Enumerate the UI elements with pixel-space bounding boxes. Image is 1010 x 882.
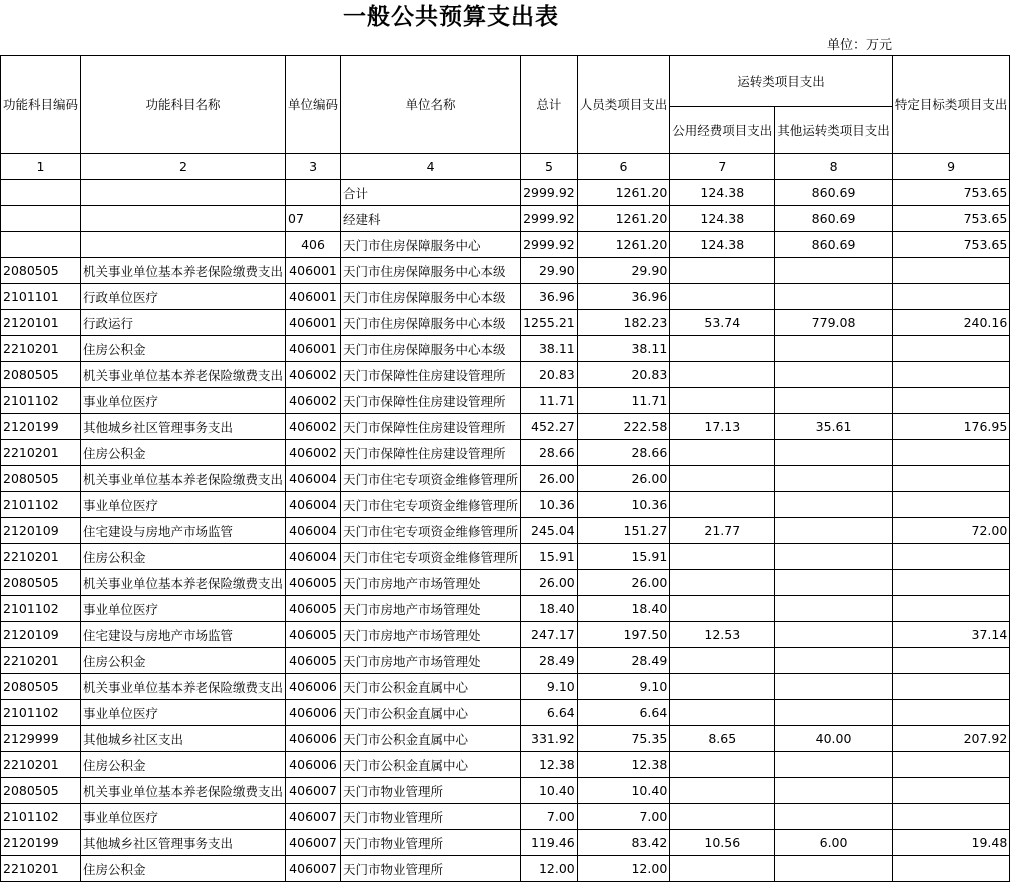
func-name-cell: 行政单位医疗 bbox=[81, 284, 286, 310]
total-cell: 10.40 bbox=[521, 778, 578, 804]
func-code-cell bbox=[1, 232, 81, 258]
unit-name-cell: 天门市住宅专项资金维修管理所 bbox=[341, 466, 521, 492]
unit-code-cell: 406006 bbox=[286, 674, 341, 700]
other-operating-cell: 40.00 bbox=[775, 726, 893, 752]
total-cell: 2999.92 bbox=[521, 232, 578, 258]
other-operating-cell bbox=[775, 622, 893, 648]
unit-code-cell: 406001 bbox=[286, 336, 341, 362]
specific-cell bbox=[892, 804, 1010, 830]
func-code-cell: 2080505 bbox=[1, 466, 81, 492]
specific-cell bbox=[892, 440, 1010, 466]
blank-row bbox=[0, 35, 902, 55]
func-name-cell: 行政运行 bbox=[81, 310, 286, 336]
unit-name-cell: 天门市房地产市场管理处 bbox=[341, 648, 521, 674]
unit-name-cell: 合计 bbox=[341, 180, 521, 206]
public-expense-cell: 17.13 bbox=[670, 414, 775, 440]
table-row bbox=[1, 804, 1010, 830]
func-name-cell: 其他城乡社区管理事务支出 bbox=[81, 414, 286, 440]
public-expense-cell bbox=[670, 700, 775, 726]
unit-name-cell: 天门市住宅专项资金维修管理所 bbox=[341, 518, 521, 544]
public-expense-cell: 8.65 bbox=[670, 726, 775, 752]
unit-code-cell: 406007 bbox=[286, 778, 341, 804]
public-expense-cell bbox=[670, 674, 775, 700]
col-number: 1 bbox=[1, 154, 81, 180]
total-cell: 20.83 bbox=[521, 362, 578, 388]
table-row bbox=[1, 414, 1010, 440]
unit-code-cell: 406001 bbox=[286, 310, 341, 336]
unit-code-cell: 406004 bbox=[286, 518, 341, 544]
public-expense-cell bbox=[670, 856, 775, 882]
total-cell: 7.00 bbox=[521, 804, 578, 830]
total-cell: 12.00 bbox=[521, 856, 578, 882]
table-row bbox=[1, 778, 1010, 804]
table-row bbox=[1, 362, 1010, 388]
public-expense-cell: 21.77 bbox=[670, 518, 775, 544]
total-cell: 29.90 bbox=[521, 258, 578, 284]
table-row bbox=[1, 388, 1010, 414]
unit-name-cell: 天门市物业管理所 bbox=[341, 856, 521, 882]
unit-name-cell: 天门市住宅专项资金维修管理所 bbox=[341, 544, 521, 570]
specific-cell bbox=[892, 856, 1010, 882]
func-name-cell bbox=[81, 232, 286, 258]
func-name-cell: 机关事业单位基本养老保险缴费支出 bbox=[81, 362, 286, 388]
other-operating-cell: 860.69 bbox=[775, 232, 893, 258]
unit-code-cell: 406001 bbox=[286, 284, 341, 310]
other-operating-cell: 860.69 bbox=[775, 180, 893, 206]
personnel-cell: 18.40 bbox=[577, 596, 670, 622]
public-expense-cell bbox=[670, 752, 775, 778]
other-operating-cell bbox=[775, 856, 893, 882]
specific-cell bbox=[892, 284, 1010, 310]
specific-cell bbox=[892, 674, 1010, 700]
table-row bbox=[1, 466, 1010, 492]
specific-cell bbox=[892, 466, 1010, 492]
unit-name-cell: 天门市保障性住房建设管理所 bbox=[341, 362, 521, 388]
func-name-cell: 其他城乡社区管理事务支出 bbox=[81, 830, 286, 856]
header-func-code: 功能科目编码 bbox=[1, 56, 81, 154]
table-row bbox=[1, 284, 1010, 310]
unit-code-cell: 406007 bbox=[286, 830, 341, 856]
header-func-name: 功能科目名称 bbox=[81, 56, 286, 154]
func-name-cell: 住房公积金 bbox=[81, 440, 286, 466]
unit-name-cell: 天门市住宅专项资金维修管理所 bbox=[341, 492, 521, 518]
unit-code-cell: 406002 bbox=[286, 440, 341, 466]
func-name-cell: 机关事业单位基本养老保险缴费支出 bbox=[81, 778, 286, 804]
other-operating-cell bbox=[775, 752, 893, 778]
other-operating-cell bbox=[775, 700, 893, 726]
func-code-cell: 2120199 bbox=[1, 414, 81, 440]
table-row bbox=[1, 544, 1010, 570]
specific-cell: 240.16 bbox=[892, 310, 1010, 336]
unit-code-cell: 406006 bbox=[286, 726, 341, 752]
table-row bbox=[1, 674, 1010, 700]
public-expense-cell: 10.56 bbox=[670, 830, 775, 856]
specific-cell bbox=[892, 570, 1010, 596]
func-name-cell: 其他城乡社区支出 bbox=[81, 726, 286, 752]
table-row bbox=[1, 336, 1010, 362]
other-operating-cell bbox=[775, 518, 893, 544]
func-code-cell: 2101102 bbox=[1, 596, 81, 622]
func-name-cell: 事业单位医疗 bbox=[81, 700, 286, 726]
specific-cell: 176.95 bbox=[892, 414, 1010, 440]
personnel-cell: 222.58 bbox=[577, 414, 670, 440]
personnel-cell: 28.66 bbox=[577, 440, 670, 466]
unit-name-cell: 天门市公积金直属中心 bbox=[341, 700, 521, 726]
func-code-cell: 2210201 bbox=[1, 856, 81, 882]
func-code-cell: 2101101 bbox=[1, 284, 81, 310]
func-name-cell: 住房公积金 bbox=[81, 336, 286, 362]
func-name-cell: 住宅建设与房地产市场监管 bbox=[81, 518, 286, 544]
public-expense-cell: 124.38 bbox=[670, 232, 775, 258]
personnel-cell: 36.96 bbox=[577, 284, 670, 310]
personnel-cell: 38.11 bbox=[577, 336, 670, 362]
header-public-expense: 公用经费项目支出 bbox=[670, 107, 775, 154]
personnel-cell: 1261.20 bbox=[577, 232, 670, 258]
personnel-cell: 28.49 bbox=[577, 648, 670, 674]
public-expense-cell: 124.38 bbox=[670, 180, 775, 206]
personnel-cell: 7.00 bbox=[577, 804, 670, 830]
personnel-cell: 11.71 bbox=[577, 388, 670, 414]
unit-code-cell: 406002 bbox=[286, 414, 341, 440]
table-row bbox=[1, 440, 1010, 466]
table-row bbox=[1, 648, 1010, 674]
other-operating-cell bbox=[775, 596, 893, 622]
col-number: 7 bbox=[670, 154, 775, 180]
total-cell: 28.66 bbox=[521, 440, 578, 466]
func-code-cell: 2210201 bbox=[1, 544, 81, 570]
col-number: 9 bbox=[892, 154, 1010, 180]
func-code-cell: 2080505 bbox=[1, 362, 81, 388]
public-expense-cell bbox=[670, 440, 775, 466]
table-row bbox=[1, 622, 1010, 648]
public-expense-cell: 53.74 bbox=[670, 310, 775, 336]
other-operating-cell bbox=[775, 284, 893, 310]
other-operating-cell bbox=[775, 440, 893, 466]
func-code-cell: 2210201 bbox=[1, 336, 81, 362]
unit-name-cell: 天门市物业管理所 bbox=[341, 804, 521, 830]
column-number-row bbox=[1, 154, 1010, 180]
func-name-cell: 住宅建设与房地产市场监管 bbox=[81, 622, 286, 648]
func-code-cell bbox=[1, 206, 81, 232]
personnel-cell: 29.90 bbox=[577, 258, 670, 284]
public-expense-cell bbox=[670, 778, 775, 804]
unit-code-cell: 406004 bbox=[286, 544, 341, 570]
other-operating-cell bbox=[775, 648, 893, 674]
func-name-cell: 机关事业单位基本养老保险缴费支出 bbox=[81, 674, 286, 700]
col-number: 3 bbox=[286, 154, 341, 180]
personnel-cell: 197.50 bbox=[577, 622, 670, 648]
table-row bbox=[1, 700, 1010, 726]
func-name-cell: 机关事业单位基本养老保险缴费支出 bbox=[81, 570, 286, 596]
total-cell: 36.96 bbox=[521, 284, 578, 310]
public-expense-cell bbox=[670, 804, 775, 830]
other-operating-cell bbox=[775, 570, 893, 596]
col-number: 6 bbox=[577, 154, 670, 180]
func-name-cell: 机关事业单位基本养老保险缴费支出 bbox=[81, 466, 286, 492]
total-cell: 6.64 bbox=[521, 700, 578, 726]
unit-code-cell: 406 bbox=[286, 232, 341, 258]
total-cell: 2999.92 bbox=[521, 180, 578, 206]
specific-cell bbox=[892, 336, 1010, 362]
total-cell: 11.71 bbox=[521, 388, 578, 414]
unit-code-cell: 406006 bbox=[286, 700, 341, 726]
func-name-cell: 住房公积金 bbox=[81, 544, 286, 570]
specific-cell: 72.00 bbox=[892, 518, 1010, 544]
func-code-cell: 2080505 bbox=[1, 674, 81, 700]
other-operating-cell: 35.61 bbox=[775, 414, 893, 440]
unit-name-cell: 天门市公积金直属中心 bbox=[341, 726, 521, 752]
unit-name-cell: 天门市公积金直属中心 bbox=[341, 674, 521, 700]
table-row bbox=[1, 830, 1010, 856]
unit-name-cell: 天门市住房保障服务中心 bbox=[341, 232, 521, 258]
other-operating-cell bbox=[775, 778, 893, 804]
unit-name-cell: 天门市房地产市场管理处 bbox=[341, 622, 521, 648]
total-cell: 18.40 bbox=[521, 596, 578, 622]
func-code-cell: 2120199 bbox=[1, 830, 81, 856]
func-code-cell: 2080505 bbox=[1, 570, 81, 596]
total-cell: 452.27 bbox=[521, 414, 578, 440]
total-cell: 247.17 bbox=[521, 622, 578, 648]
unit-name-cell: 天门市住房保障服务中心本级 bbox=[341, 258, 521, 284]
func-code-cell: 2120101 bbox=[1, 310, 81, 336]
specific-cell: 19.48 bbox=[892, 830, 1010, 856]
specific-cell bbox=[892, 778, 1010, 804]
func-code-cell: 2101102 bbox=[1, 388, 81, 414]
header-other-operating: 其他运转类项目支出 bbox=[775, 107, 893, 154]
func-name-cell: 住房公积金 bbox=[81, 648, 286, 674]
total-cell: 26.00 bbox=[521, 570, 578, 596]
specific-cell: 207.92 bbox=[892, 726, 1010, 752]
func-code-cell: 2210201 bbox=[1, 752, 81, 778]
func-name-cell: 事业单位医疗 bbox=[81, 804, 286, 830]
unit-code-cell: 07 bbox=[286, 206, 341, 232]
unit-code-cell: 406004 bbox=[286, 492, 341, 518]
func-code-cell: 2080505 bbox=[1, 258, 81, 284]
personnel-cell: 12.00 bbox=[577, 856, 670, 882]
unit-code-cell: 406005 bbox=[286, 648, 341, 674]
page-title: 一般公共预算支出表 bbox=[343, 4, 559, 30]
public-expense-cell bbox=[670, 596, 775, 622]
total-cell: 1255.21 bbox=[521, 310, 578, 336]
other-operating-cell: 6.00 bbox=[775, 830, 893, 856]
unit-code-cell: 406002 bbox=[286, 388, 341, 414]
personnel-cell: 1261.20 bbox=[577, 206, 670, 232]
unit-name-cell: 天门市住房保障服务中心本级 bbox=[341, 284, 521, 310]
table-row bbox=[1, 726, 1010, 752]
unit-code-cell: 406006 bbox=[286, 752, 341, 778]
total-cell: 331.92 bbox=[521, 726, 578, 752]
header-total: 总计 bbox=[521, 56, 578, 154]
col-number: 8 bbox=[775, 154, 893, 180]
table-row bbox=[1, 492, 1010, 518]
public-expense-cell bbox=[670, 388, 775, 414]
unit-code-cell: 406004 bbox=[286, 466, 341, 492]
total-cell: 12.38 bbox=[521, 752, 578, 778]
personnel-cell: 15.91 bbox=[577, 544, 670, 570]
personnel-cell: 1261.20 bbox=[577, 180, 670, 206]
table-row bbox=[1, 570, 1010, 596]
summary-row bbox=[1, 206, 1010, 232]
summary-row bbox=[1, 180, 1010, 206]
public-expense-cell bbox=[670, 466, 775, 492]
unit-code-cell: 406005 bbox=[286, 622, 341, 648]
unit-name-cell: 天门市保障性住房建设管理所 bbox=[341, 440, 521, 466]
specific-cell bbox=[892, 596, 1010, 622]
func-code-cell: 2129999 bbox=[1, 726, 81, 752]
personnel-cell: 75.35 bbox=[577, 726, 670, 752]
func-code-cell: 2120109 bbox=[1, 518, 81, 544]
total-cell: 245.04 bbox=[521, 518, 578, 544]
header-operating: 运转类项目支出 bbox=[670, 56, 893, 107]
total-cell: 15.91 bbox=[521, 544, 578, 570]
unit-code-cell: 406005 bbox=[286, 596, 341, 622]
total-cell: 119.46 bbox=[521, 830, 578, 856]
specific-cell bbox=[892, 492, 1010, 518]
title-row bbox=[0, 0, 902, 35]
specific-cell: 753.65 bbox=[892, 180, 1010, 206]
specific-cell bbox=[892, 544, 1010, 570]
public-expense-cell: 124.38 bbox=[670, 206, 775, 232]
personnel-cell: 12.38 bbox=[577, 752, 670, 778]
other-operating-cell bbox=[775, 804, 893, 830]
other-operating-cell bbox=[775, 258, 893, 284]
header-unit-code: 单位编码 bbox=[286, 56, 341, 154]
specific-cell: 37.14 bbox=[892, 622, 1010, 648]
unit-code-cell: 406005 bbox=[286, 570, 341, 596]
col-number: 4 bbox=[341, 154, 521, 180]
unit-code-cell: 406007 bbox=[286, 856, 341, 882]
other-operating-cell: 779.08 bbox=[775, 310, 893, 336]
personnel-cell: 10.40 bbox=[577, 778, 670, 804]
unit-name-cell: 经建科 bbox=[341, 206, 521, 232]
func-name-cell: 事业单位医疗 bbox=[81, 596, 286, 622]
table-row bbox=[1, 310, 1010, 336]
public-expense-cell bbox=[670, 336, 775, 362]
unit-name-cell: 天门市保障性住房建设管理所 bbox=[341, 388, 521, 414]
specific-cell bbox=[892, 362, 1010, 388]
unit-code-cell bbox=[286, 180, 341, 206]
func-name-cell: 住房公积金 bbox=[81, 856, 286, 882]
unit-label: 单位：万元 bbox=[826, 38, 892, 53]
other-operating-cell: 860.69 bbox=[775, 206, 893, 232]
personnel-cell: 20.83 bbox=[577, 362, 670, 388]
unit-name-cell: 天门市保障性住房建设管理所 bbox=[341, 414, 521, 440]
func-code-cell: 2210201 bbox=[1, 648, 81, 674]
table-row bbox=[1, 258, 1010, 284]
personnel-cell: 83.42 bbox=[577, 830, 670, 856]
col-number: 2 bbox=[81, 154, 286, 180]
public-expense-cell bbox=[670, 544, 775, 570]
table-row bbox=[1, 752, 1010, 778]
table-row bbox=[1, 518, 1010, 544]
header-row bbox=[1, 56, 1010, 107]
table-row bbox=[1, 596, 1010, 622]
personnel-cell: 9.10 bbox=[577, 674, 670, 700]
specific-cell bbox=[892, 388, 1010, 414]
other-operating-cell bbox=[775, 466, 893, 492]
public-expense-cell bbox=[670, 648, 775, 674]
unit-name-cell: 天门市物业管理所 bbox=[341, 778, 521, 804]
specific-cell bbox=[892, 648, 1010, 674]
summary-row bbox=[1, 232, 1010, 258]
header-personnel: 人员类项目支出 bbox=[577, 56, 670, 154]
other-operating-cell bbox=[775, 362, 893, 388]
func-name-cell: 事业单位医疗 bbox=[81, 388, 286, 414]
unit-name-cell: 天门市房地产市场管理处 bbox=[341, 570, 521, 596]
other-operating-cell bbox=[775, 674, 893, 700]
unit-name-cell: 天门市物业管理所 bbox=[341, 830, 521, 856]
func-code-cell bbox=[1, 180, 81, 206]
specific-cell bbox=[892, 752, 1010, 778]
unit-code-cell: 406002 bbox=[286, 362, 341, 388]
public-expense-cell bbox=[670, 284, 775, 310]
public-expense-cell: 12.53 bbox=[670, 622, 775, 648]
header-specific: 特定目标类项目支出 bbox=[892, 56, 1010, 154]
func-name-cell bbox=[81, 206, 286, 232]
personnel-cell: 151.27 bbox=[577, 518, 670, 544]
total-cell: 2999.92 bbox=[521, 206, 578, 232]
func-code-cell: 2101102 bbox=[1, 804, 81, 830]
func-name-cell: 机关事业单位基本养老保险缴费支出 bbox=[81, 258, 286, 284]
personnel-cell: 10.36 bbox=[577, 492, 670, 518]
personnel-cell: 182.23 bbox=[577, 310, 670, 336]
unit-code-cell: 406001 bbox=[286, 258, 341, 284]
func-name-cell: 住房公积金 bbox=[81, 752, 286, 778]
public-expense-cell bbox=[670, 492, 775, 518]
unit-name-cell: 天门市房地产市场管理处 bbox=[341, 596, 521, 622]
header-unit-name: 单位名称 bbox=[341, 56, 521, 154]
func-code-cell: 2120109 bbox=[1, 622, 81, 648]
other-operating-cell bbox=[775, 544, 893, 570]
func-name-cell bbox=[81, 180, 286, 206]
col-number: 5 bbox=[521, 154, 578, 180]
specific-cell bbox=[892, 258, 1010, 284]
specific-cell: 753.65 bbox=[892, 232, 1010, 258]
unit-name-cell: 天门市住房保障服务中心本级 bbox=[341, 336, 521, 362]
unit-name-cell: 天门市住房保障服务中心本级 bbox=[341, 310, 521, 336]
table-row bbox=[1, 856, 1010, 882]
total-cell: 9.10 bbox=[521, 674, 578, 700]
func-name-cell: 事业单位医疗 bbox=[81, 492, 286, 518]
total-cell: 28.49 bbox=[521, 648, 578, 674]
other-operating-cell bbox=[775, 388, 893, 414]
func-code-cell: 2080505 bbox=[1, 778, 81, 804]
specific-cell: 753.65 bbox=[892, 206, 1010, 232]
personnel-cell: 26.00 bbox=[577, 466, 670, 492]
personnel-cell: 6.64 bbox=[577, 700, 670, 726]
public-expense-cell bbox=[670, 362, 775, 388]
total-cell: 10.36 bbox=[521, 492, 578, 518]
personnel-cell: 26.00 bbox=[577, 570, 670, 596]
func-code-cell: 2101102 bbox=[1, 492, 81, 518]
unit-name-cell: 天门市公积金直属中心 bbox=[341, 752, 521, 778]
specific-cell bbox=[892, 700, 1010, 726]
other-operating-cell bbox=[775, 492, 893, 518]
other-operating-cell bbox=[775, 336, 893, 362]
public-expense-cell bbox=[670, 258, 775, 284]
func-code-cell: 2101102 bbox=[1, 700, 81, 726]
func-code-cell: 2210201 bbox=[1, 440, 81, 466]
unit-code-cell: 406007 bbox=[286, 804, 341, 830]
total-cell: 26.00 bbox=[521, 466, 578, 492]
public-expense-cell bbox=[670, 570, 775, 596]
total-cell: 38.11 bbox=[521, 336, 578, 362]
budget-table bbox=[0, 55, 1010, 882]
